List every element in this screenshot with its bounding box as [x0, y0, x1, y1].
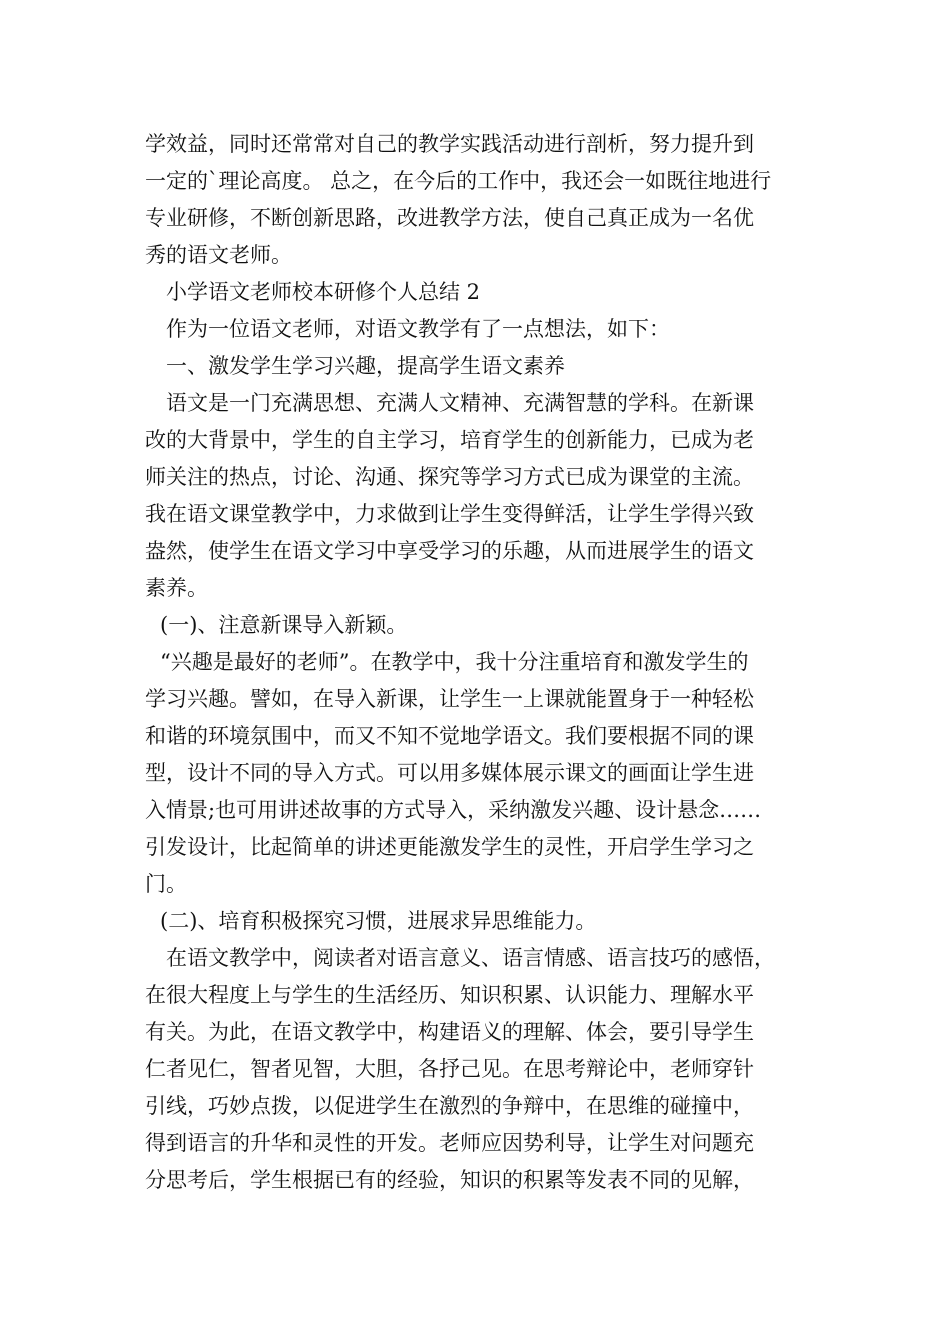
- body-line-11: 我在语文课堂教学中，力求做到让学生变得鲜活，让学生学得兴致: [145, 502, 754, 526]
- body-line-12: 盎然，使学生在语文学习中享受学习的乐趣，从而进展学生的语文: [145, 539, 754, 563]
- body-line-8: 语文是一门充满思想、充满人文精神、充满智慧的学科。在新课: [166, 391, 754, 415]
- body-line-15: “兴趣是最好的老师”。在教学中，我十分注重培育和激发学生的: [160, 650, 749, 674]
- body-line-13: 素养。: [145, 576, 208, 600]
- body-line-26: 仁者见仁，智者见智，大胆，各抒己见。在思考辩论中，老师穿针: [145, 1057, 754, 1081]
- body-line-6: 作为一位语文老师，对语文教学有了一点想法，如下：: [166, 317, 670, 341]
- body-line-17: 和谐的环境氛围中，而又不知不觉地学语文。我们要根据不同的课: [145, 724, 754, 748]
- body-line-10: 师关注的热点，讨论、沟通、探究等学习方式已成为课堂的主流。: [145, 465, 754, 489]
- body-line-9: 改的大背景中，学生的自主学习，培育学生的创新能力，已成为老: [145, 428, 754, 452]
- body-line-28: 得到语言的升华和灵性的开发。老师应因势利导，让学生对问题充: [145, 1131, 754, 1155]
- body-line-2: 一定的`理论高度。 总之，在今后的工作中，我还会一如既往地进行: [145, 169, 772, 193]
- body-line-4: 秀的语文老师。: [145, 243, 292, 267]
- body-line-24: 在很大程度上与学生的生活经历、知识积累、认识能力、理解水平: [145, 983, 754, 1007]
- section-title: 小学语文老师校本研修个人总结 2: [166, 280, 481, 304]
- body-line-1: 学效益，同时还常常对自己的教学实践活动进行剖析，努力提升到: [145, 132, 754, 156]
- body-line-19: 入情景;也可用讲述故事的方式导入，采纳激发兴趣、设计悬念……: [145, 798, 762, 822]
- body-line-3: 专业研修，不断创新思路，改进教学方法，使自己真正成为一名优: [145, 206, 754, 230]
- body-line-29: 分思考后，学生根据已有的经验，知识的积累等发表不同的见解，: [145, 1168, 754, 1192]
- subheading-1: (一)、注意新课导入新颖。: [160, 613, 408, 637]
- body-line-18: 型，设计不同的导入方式。可以用多媒体展示课文的画面让学生进: [145, 761, 754, 785]
- body-line-16: 学习兴趣。譬如，在导入新课，让学生一上课就能置身于一种轻松: [145, 687, 754, 711]
- body-line-27: 引线，巧妙点拨，以促进学生在激烈的争辩中，在思维的碰撞中，: [145, 1094, 754, 1118]
- body-line-25: 有关。为此，在语文教学中，构建语义的理解、体会，要引导学生: [145, 1020, 754, 1044]
- subheading-2: (二)、培育积极探究习惯，进展求异思维能力。: [160, 909, 597, 933]
- body-line-20: 引发设计，比起简单的讲述更能激发学生的灵性，开启学生学习之: [145, 835, 754, 859]
- heading-1: 一、激发学生学习兴趣，提高学生语文素养: [166, 354, 565, 378]
- body-line-23: 在语文教学中，阅读者对语言意义、语言情感、语言技巧的感悟，: [166, 946, 775, 970]
- body-line-21: 门。: [145, 872, 187, 896]
